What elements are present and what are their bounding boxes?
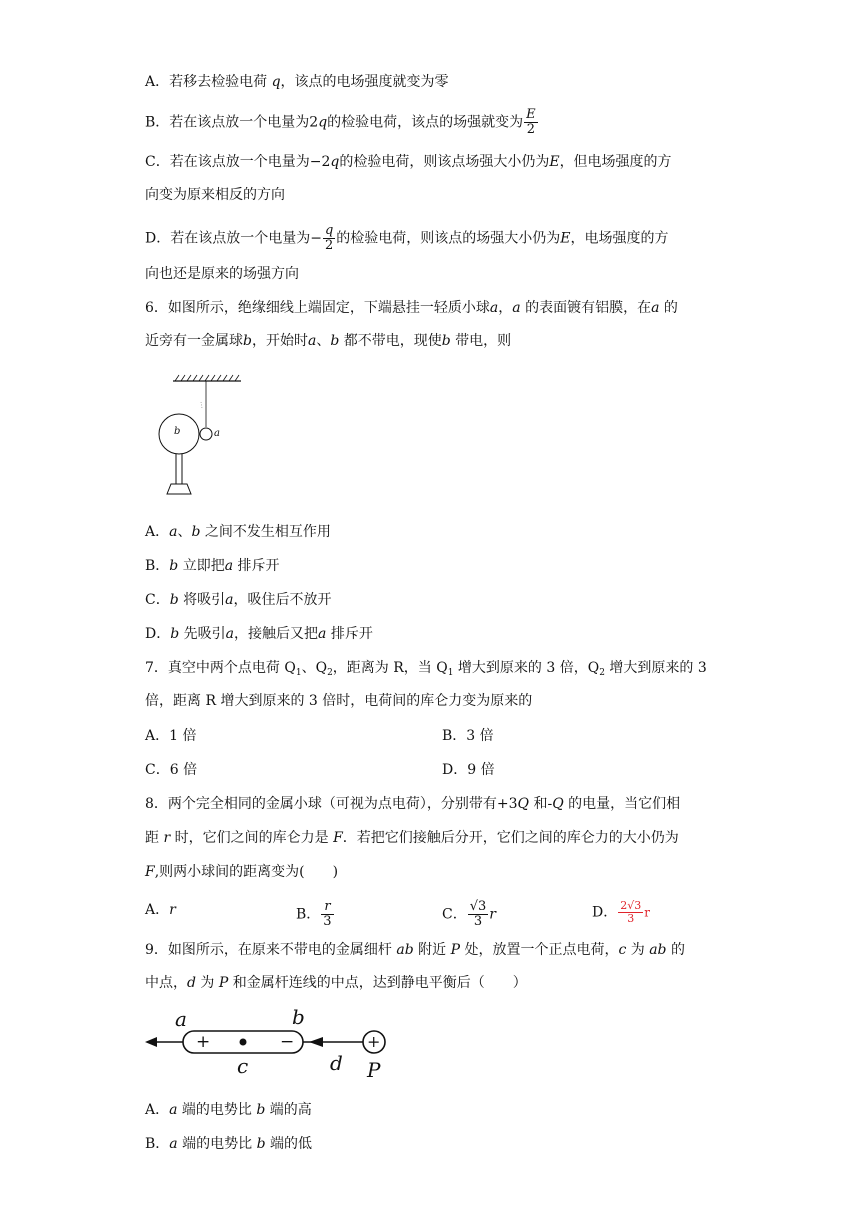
ball-a bbox=[200, 428, 212, 440]
var-b: b bbox=[441, 333, 451, 349]
text: 9．如图所示，在原来不带电的金属细杆 bbox=[145, 942, 397, 958]
text: 近旁有一金属球 bbox=[145, 333, 243, 349]
text: 的检验电荷，则该点的场强大小仍为 bbox=[336, 230, 561, 247]
fraction-q-over-2 bbox=[323, 224, 335, 253]
var-ab: ab bbox=[396, 942, 414, 958]
subscript: 1 bbox=[447, 668, 454, 678]
text: 的检验电荷，该点的场强就变为 bbox=[327, 114, 524, 131]
text: 之间不发生相互作用 bbox=[200, 524, 331, 540]
fig-label-a: a bbox=[175, 1007, 187, 1031]
text: 时，它们之间的库仑力是 bbox=[170, 830, 334, 846]
q6-option-a bbox=[145, 522, 331, 542]
frac-num: q bbox=[324, 223, 334, 238]
var-a: a bbox=[651, 300, 660, 316]
text: 的 bbox=[666, 942, 685, 958]
text: ．若把它们接触后分开，它们之间的库仑力的大小仍为 bbox=[342, 830, 679, 846]
var: a bbox=[225, 592, 234, 608]
text: 排斥开 bbox=[233, 558, 280, 574]
text: C． bbox=[442, 906, 467, 923]
q9-option-b bbox=[145, 1134, 312, 1154]
var: b bbox=[170, 626, 180, 642]
fig-label-p: P bbox=[367, 1058, 381, 1082]
var-c: c bbox=[618, 942, 627, 958]
q8-stem-line2 bbox=[145, 828, 679, 848]
q6-option-c bbox=[145, 590, 332, 610]
text: 带电，则 bbox=[450, 333, 512, 349]
q7-option-d: D．9 倍 bbox=[442, 762, 495, 778]
text: 的 bbox=[659, 300, 678, 316]
text: ，该点的电场强度就变为零 bbox=[280, 74, 449, 90]
text: ，接触后又把 bbox=[234, 626, 319, 642]
q6-option-d bbox=[145, 624, 373, 644]
q6-option-b bbox=[145, 556, 280, 576]
text: ，距离为 R，当 Q bbox=[332, 660, 448, 676]
text: ， bbox=[498, 300, 513, 316]
text: 为 bbox=[626, 942, 650, 958]
q8-option-c bbox=[442, 900, 496, 929]
var-q: q bbox=[318, 114, 328, 131]
q7-option-b: B．3 倍 bbox=[442, 728, 494, 744]
var-q: Q bbox=[517, 796, 530, 812]
var: b bbox=[191, 524, 201, 540]
text: B． bbox=[145, 558, 170, 574]
var-q: q bbox=[330, 154, 340, 170]
q6-figure-pendulum bbox=[155, 372, 255, 497]
q5-option-a bbox=[145, 72, 449, 92]
text: 、Q bbox=[301, 660, 328, 676]
frac-den: 2 bbox=[526, 122, 536, 137]
text: 处，放置一个正点电荷， bbox=[460, 942, 619, 958]
text: 8．两个完全相同的金属小球（可视为点电荷），分别带有+3 bbox=[145, 796, 518, 812]
text: ,则两小球间的距离变为( ) bbox=[154, 864, 339, 880]
rod-minus-sign: − bbox=[280, 1032, 295, 1052]
q5-option-c-line1 bbox=[145, 152, 672, 172]
q5-option-c-line2: 向变为原来相反的方向 bbox=[145, 187, 285, 203]
q8-stem-line3 bbox=[145, 862, 338, 882]
text: 、 bbox=[316, 333, 331, 349]
text: 、 bbox=[177, 524, 192, 540]
var: a bbox=[169, 1102, 178, 1118]
var-r: r bbox=[163, 830, 171, 846]
var-q: Q bbox=[552, 796, 564, 812]
text: 排斥开 bbox=[326, 626, 373, 642]
var: b bbox=[169, 558, 179, 574]
text: 立即把 bbox=[178, 558, 225, 574]
text: 端的高 bbox=[265, 1102, 312, 1118]
frac-num: 2√3 bbox=[620, 899, 642, 912]
text: ，开始时 bbox=[251, 333, 308, 349]
text: A．若移去检验电荷 bbox=[145, 74, 272, 90]
fraction-2sqrt3-over-3 bbox=[618, 900, 643, 925]
text: ，但电场强度的方 bbox=[559, 154, 672, 170]
var-r: r bbox=[644, 905, 650, 920]
frac-num: r bbox=[321, 900, 333, 915]
q8-option-d bbox=[592, 900, 650, 925]
subscript: 2 bbox=[599, 668, 605, 678]
text: 的检验电荷，则该点场强大小仍为 bbox=[339, 154, 550, 170]
var-r: r bbox=[169, 902, 176, 918]
var-a: a bbox=[489, 300, 499, 316]
var: a bbox=[318, 626, 327, 642]
text: 6．如图所示，绝缘细线上端固定，下端悬挂一轻质小球 bbox=[145, 300, 490, 316]
q9-stem-line1 bbox=[145, 940, 685, 960]
text: 和金属杆连线的中点，达到静电平衡后（ ） bbox=[228, 975, 527, 991]
fraction-r-over-3 bbox=[321, 900, 333, 929]
rod-plus-sign: + bbox=[196, 1032, 211, 1052]
text: 将吸引 bbox=[178, 592, 226, 608]
text: 都不带电，现使 bbox=[339, 333, 442, 349]
var: a bbox=[169, 524, 178, 540]
text: 的表面镀有铝膜，在 bbox=[520, 300, 652, 316]
text: 增大到原来的 3 倍，Q bbox=[453, 660, 600, 676]
p-plus-sign: + bbox=[367, 1032, 381, 1051]
text: 的电量，当它们相 bbox=[563, 796, 681, 812]
var: a bbox=[225, 626, 235, 642]
var: a bbox=[169, 1136, 178, 1152]
text: 端的低 bbox=[265, 1136, 312, 1152]
q9-option-a bbox=[145, 1100, 312, 1120]
frac-den: 3 bbox=[323, 914, 332, 929]
var-ab: ab bbox=[649, 942, 667, 958]
var-r: r bbox=[489, 906, 496, 923]
q8-stem-line1 bbox=[145, 794, 680, 814]
var-b: b bbox=[330, 333, 340, 349]
fig-label-b: b bbox=[292, 1005, 305, 1029]
text: 7．真空中两个点电荷 Q bbox=[145, 660, 296, 676]
q7-stem-line2: 倍，距离 R 增大到原来的 3 倍时，电荷间的库仑力变为原来的 bbox=[145, 693, 533, 709]
text: D． bbox=[145, 626, 171, 642]
var-p: P bbox=[450, 942, 460, 958]
text: B．若在该点放一个电量为2 bbox=[145, 114, 319, 131]
fig-label-c: c bbox=[237, 1054, 249, 1078]
frac-den: 3 bbox=[473, 914, 483, 929]
q8-option-b bbox=[296, 900, 335, 929]
q7-stem-line1 bbox=[145, 658, 707, 683]
q6-stem-line2 bbox=[145, 331, 511, 351]
fig-label-b: b bbox=[174, 426, 181, 437]
q5-option-d-line2: 向也还是原来的场强方向 bbox=[145, 266, 299, 282]
text: A． bbox=[145, 1102, 170, 1118]
text: 附近 bbox=[413, 942, 451, 958]
q5-option-b bbox=[145, 108, 539, 137]
var-a: a bbox=[307, 333, 317, 349]
q7-option-c: C．6 倍 bbox=[145, 762, 198, 778]
var: a bbox=[224, 558, 234, 574]
text: B． bbox=[296, 906, 321, 923]
text: 增大到原来的 3 bbox=[604, 660, 707, 676]
text: 和- bbox=[529, 796, 553, 812]
var-d: d bbox=[187, 975, 196, 991]
fig-label-d: d bbox=[330, 1051, 343, 1075]
text: 为 bbox=[195, 975, 219, 991]
fraction-sqrt3-over-3 bbox=[468, 900, 489, 929]
text: C． bbox=[145, 592, 170, 608]
var-a: a bbox=[512, 300, 521, 316]
text: 先吸引 bbox=[179, 626, 226, 642]
var-b: b bbox=[243, 333, 252, 349]
text: 端的电势比 bbox=[177, 1136, 257, 1152]
text: 端的电势比 bbox=[177, 1102, 257, 1118]
text: 距 bbox=[145, 830, 164, 846]
var-f: F bbox=[333, 830, 343, 846]
var-q: q bbox=[271, 74, 281, 90]
frac-num: E bbox=[526, 107, 536, 122]
q8-option-a bbox=[145, 900, 176, 920]
fraction-e-over-2 bbox=[524, 108, 538, 137]
var: b bbox=[169, 592, 179, 608]
text: ，电场强度的方 bbox=[570, 230, 669, 247]
var-e: E bbox=[549, 154, 560, 170]
var: b bbox=[256, 1102, 266, 1118]
subscript: 1 bbox=[295, 668, 302, 678]
text: B． bbox=[145, 1136, 170, 1152]
fig-label-a: a bbox=[214, 428, 220, 439]
text: C．若在该点放一个电量为−2 bbox=[145, 154, 331, 170]
text: D．若在该点放一个电量为− bbox=[145, 230, 322, 247]
var-e: E bbox=[560, 230, 571, 247]
frac-num: √3 bbox=[469, 899, 487, 914]
text: D． bbox=[592, 904, 618, 921]
frac-den: 2 bbox=[324, 238, 334, 253]
frac-den: 3 bbox=[627, 912, 635, 925]
q6-stem-line1 bbox=[145, 298, 678, 318]
q9-stem-line2 bbox=[145, 973, 527, 993]
text: A． bbox=[145, 902, 170, 918]
q7-option-a: A．1 倍 bbox=[145, 728, 197, 744]
q5-option-d-line1 bbox=[145, 224, 669, 253]
text: A． bbox=[145, 524, 170, 540]
var: b bbox=[256, 1136, 266, 1152]
subscript: 2 bbox=[327, 668, 333, 678]
var-f: F bbox=[145, 864, 155, 880]
text: ，吸住后不放开 bbox=[233, 592, 332, 608]
text: 中点， bbox=[145, 975, 187, 991]
var-p: P bbox=[218, 975, 229, 991]
